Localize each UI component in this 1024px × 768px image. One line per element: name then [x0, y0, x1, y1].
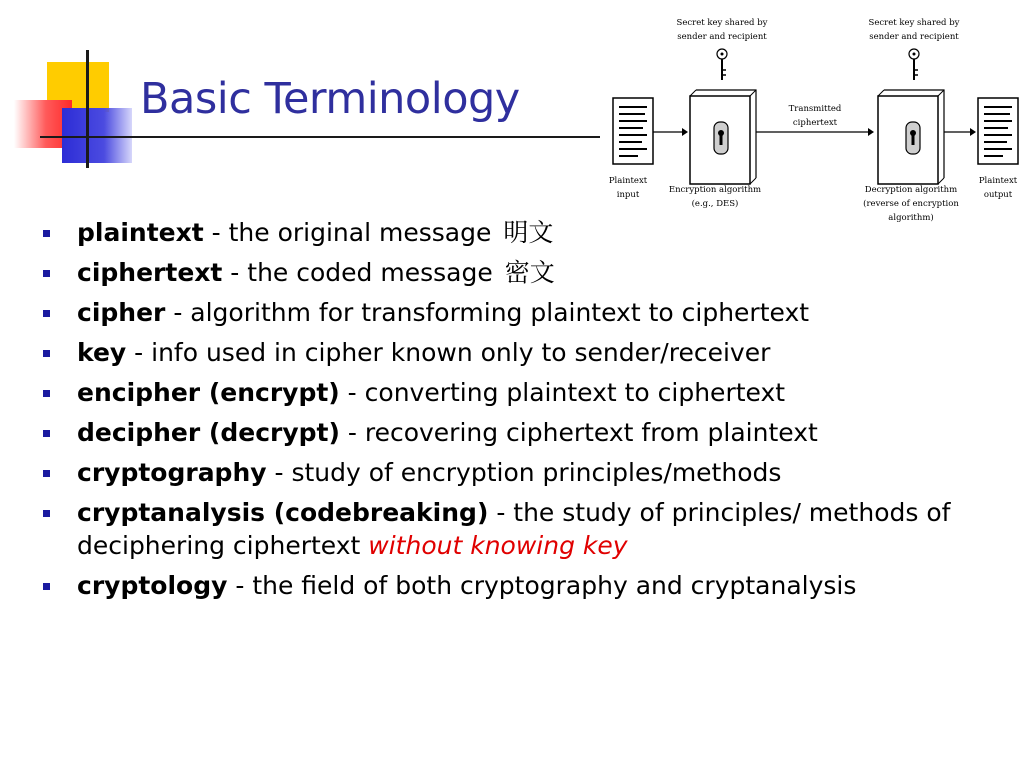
key-icon-left [717, 49, 727, 80]
list-item [40, 496, 1000, 562]
list-item [40, 416, 1000, 449]
list-item [40, 336, 1000, 369]
bullet-icon [43, 510, 50, 517]
term: cipher [77, 298, 166, 327]
bullet-icon [43, 430, 50, 437]
term-description: - the field of both cryptography and cryptanalysis [227, 571, 857, 600]
term: plaintext [77, 218, 204, 247]
term-description: - converting plaintext to ciphertext [339, 378, 786, 407]
list-item [40, 216, 1000, 249]
plaintext-output-label: Plaintext [978, 176, 1018, 186]
encryption-label: Encryption algorithm [668, 185, 762, 195]
term-description: - the study of principles/ methods of deciphering ciphertext [77, 498, 951, 560]
secret-key-label-left: Secret key shared by [676, 18, 768, 28]
decryption-label: Decryption algorithm [864, 185, 958, 195]
term-translation: 密文 [504, 258, 555, 287]
list-item [40, 456, 1000, 489]
encryption-label-2: (e.g., DES) [691, 199, 739, 209]
decryption-label-2: (reverse of encryption [863, 199, 959, 209]
list-item [40, 376, 1000, 409]
term-description: - info used in cipher known only to sender/receiver [126, 338, 771, 367]
term: cryptography [77, 458, 267, 487]
encryption-box-icon [690, 90, 756, 184]
list-item [40, 296, 1000, 329]
term-description: - the coded message [222, 258, 493, 287]
term: cryptology [77, 571, 228, 600]
emphasis-text: without knowing key [368, 531, 628, 560]
page-title: Basic Terminology [140, 74, 520, 124]
term-translation: 明文 [503, 218, 554, 247]
list-item [40, 569, 1000, 602]
term-description: - study of encryption principles/methods [266, 458, 782, 487]
bullet-icon [43, 390, 50, 397]
secret-key-label-left-2: sender and recipient [677, 32, 767, 42]
bullet-icon [43, 470, 50, 477]
plaintext-input-document-icon [613, 98, 653, 164]
bullet-icon [43, 583, 50, 590]
term: cryptanalysis (codebreaking) [77, 498, 489, 527]
decryption-label-3: algorithm) [888, 213, 934, 223]
bullet-icon [43, 270, 50, 277]
term-description: - algorithm for transforming plaintext to ciphertext [165, 298, 810, 327]
plaintext-output-label-2: output [983, 190, 1013, 200]
term: key [77, 338, 127, 367]
key-icon-right [909, 49, 919, 80]
decryption-box-icon [878, 90, 944, 184]
encryption-diagram [598, 12, 1024, 230]
secret-key-label-right: Secret key shared by [868, 18, 960, 28]
logo-vertical-line [86, 50, 89, 168]
plaintext-input-label-2: input [616, 190, 640, 200]
transmitted-label-2: ciphertext [792, 118, 838, 128]
list-item [40, 256, 1000, 289]
transmitted-label: Transmitted [788, 104, 842, 114]
plaintext-output-document-icon [978, 98, 1018, 164]
terminology-list [40, 216, 1000, 609]
bullet-icon [43, 310, 50, 317]
term: decipher (decrypt) [77, 418, 340, 447]
term: ciphertext [77, 258, 223, 287]
plaintext-input-label: Plaintext [608, 176, 648, 186]
secret-key-label-right-2: sender and recipient [869, 32, 959, 42]
term-description: - recovering ciphertext from plaintext [339, 418, 818, 447]
bullet-icon [43, 230, 50, 237]
term: encipher (encrypt) [77, 378, 340, 407]
bullet-icon [43, 350, 50, 357]
title-underline [40, 136, 600, 138]
term-description: - the original message [203, 218, 492, 247]
